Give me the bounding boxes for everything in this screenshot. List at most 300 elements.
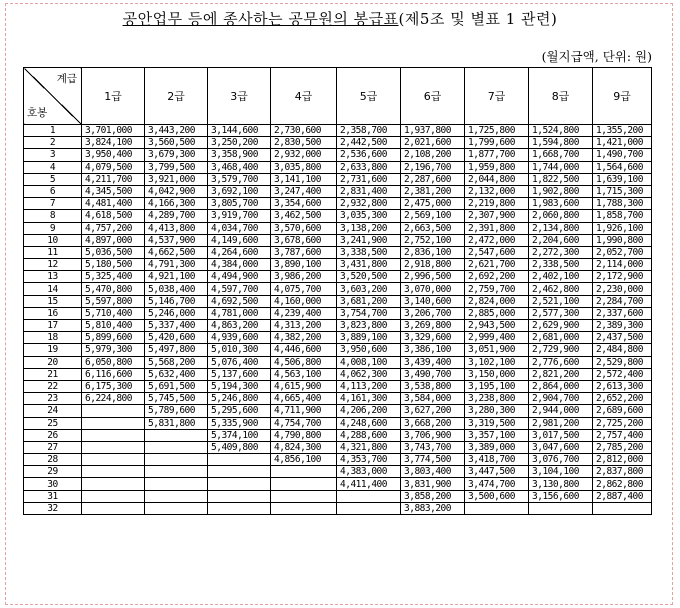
salary-cell: 2,114,000: [593, 259, 652, 271]
salary-cell: 4,563,100: [271, 368, 337, 380]
salary-cell: [82, 429, 145, 441]
salary-cell: 2,725,200: [593, 417, 652, 429]
salary-cell: 2,621,700: [465, 259, 529, 271]
salary-cell: 3,338,500: [337, 246, 401, 258]
step-cell: 4: [24, 161, 82, 173]
salary-cell: 2,196,700: [401, 161, 465, 173]
salary-cell: 3,701,000: [82, 125, 145, 137]
salary-cell: 2,831,400: [337, 185, 401, 197]
grade-header: 1급: [82, 68, 145, 125]
salary-cell: 3,803,400: [401, 466, 465, 478]
salary-cell: 5,568,200: [145, 356, 208, 368]
salary-cell: 3,206,700: [401, 307, 465, 319]
grade-header: 4급: [271, 68, 337, 125]
step-cell: 9: [24, 222, 82, 234]
salary-cell: 2,134,800: [529, 222, 593, 234]
table-row: [24, 368, 652, 380]
salary-cell: [145, 502, 208, 514]
salary-cell: 4,824,300: [271, 441, 337, 453]
salary-cell: 5,409,800: [208, 441, 271, 453]
salary-cell: 2,442,500: [337, 137, 401, 149]
salary-cell: 5,137,600: [208, 368, 271, 380]
salary-cell: [145, 478, 208, 490]
step-cell: 19: [24, 344, 82, 356]
salary-cell: 5,038,400: [145, 283, 208, 295]
salary-cell: 2,044,800: [465, 173, 529, 185]
salary-cell: 2,437,500: [593, 332, 652, 344]
salary-cell: 2,284,700: [593, 295, 652, 307]
table-row: [24, 320, 652, 332]
salary-cell: [145, 466, 208, 478]
salary-cell: 3,418,700: [465, 454, 529, 466]
table-row: [24, 344, 652, 356]
salary-cell: 4,206,200: [337, 405, 401, 417]
table-row: [24, 283, 652, 295]
salary-cell: 3,462,500: [271, 210, 337, 222]
salary-cell: 4,618,500: [82, 210, 145, 222]
step-cell: 12: [24, 259, 82, 271]
salary-cell: 3,692,100: [208, 185, 271, 197]
salary-cell: 2,613,300: [593, 380, 652, 392]
salary-cell: 5,335,900: [208, 417, 271, 429]
table-row: [24, 259, 652, 271]
salary-cell: 4,537,900: [145, 234, 208, 246]
salary-cell: 2,060,800: [529, 210, 593, 222]
table-row: [24, 137, 652, 149]
salary-cell: 1,858,700: [593, 210, 652, 222]
salary-cell: 3,439,400: [401, 356, 465, 368]
salary-cell: 3,986,200: [271, 271, 337, 283]
salary-cell: 3,681,200: [337, 295, 401, 307]
salary-cell: 3,679,300: [145, 149, 208, 161]
salary-cell: 3,104,100: [529, 466, 593, 478]
salary-cell: 4,008,100: [337, 356, 401, 368]
table-header: [24, 68, 652, 125]
salary-cell: 1,639,100: [593, 173, 652, 185]
salary-cell: 3,070,000: [401, 283, 465, 295]
salary-cell: 3,858,200: [401, 490, 465, 502]
salary-cell: 3,474,700: [465, 478, 529, 490]
salary-cell: 2,943,500: [465, 320, 529, 332]
salary-cell: 4,239,400: [271, 307, 337, 319]
salary-cell: 4,662,500: [145, 246, 208, 258]
salary-cell: 3,354,600: [271, 198, 337, 210]
step-cell: 13: [24, 271, 82, 283]
salary-cell: 2,391,800: [465, 222, 529, 234]
table-row: [24, 271, 652, 283]
salary-cell: 3,035,800: [271, 161, 337, 173]
salary-cell: 4,149,600: [208, 234, 271, 246]
step-cell: 25: [24, 417, 82, 429]
salary-cell: 1,877,700: [465, 149, 529, 161]
salary-cell: 1,799,600: [465, 137, 529, 149]
salary-cell: 3,280,300: [465, 405, 529, 417]
table-row: [24, 185, 652, 197]
salary-cell: 4,754,700: [271, 417, 337, 429]
step-cell: 17: [24, 320, 82, 332]
salary-cell: 3,431,800: [337, 259, 401, 271]
salary-cell: 4,446,600: [271, 344, 337, 356]
step-cell: 11: [24, 246, 82, 258]
salary-cell: 4,863,200: [208, 320, 271, 332]
salary-cell: [465, 502, 529, 514]
salary-cell: 4,313,200: [271, 320, 337, 332]
step-cell: 7: [24, 198, 82, 210]
salary-cell: 2,272,300: [529, 246, 593, 258]
salary-cell: 3,035,300: [337, 210, 401, 222]
salary-cell: [82, 502, 145, 514]
table-row: [24, 417, 652, 429]
salary-cell: 3,919,700: [208, 210, 271, 222]
salary-cell: 2,887,400: [593, 490, 652, 502]
step-cell: 29: [24, 466, 82, 478]
salary-cell: 2,864,000: [529, 380, 593, 392]
salary-cell: 3,678,600: [271, 234, 337, 246]
salary-cell: 3,603,200: [337, 283, 401, 295]
salary-cell: 2,885,000: [465, 307, 529, 319]
salary-cell: 3,579,700: [208, 173, 271, 185]
salary-cell: [82, 466, 145, 478]
step-cell: 10: [24, 234, 82, 246]
salary-cell: [82, 490, 145, 502]
salary-cell: 2,981,200: [529, 417, 593, 429]
step-cell: 31: [24, 490, 82, 502]
salary-cell: 4,161,300: [337, 393, 401, 405]
salary-cell: 2,521,100: [529, 295, 593, 307]
salary-cell: 3,883,200: [401, 502, 465, 514]
salary-cell: 3,520,500: [337, 271, 401, 283]
salary-cell: [82, 478, 145, 490]
table-row: [24, 393, 652, 405]
salary-cell: 2,529,800: [593, 356, 652, 368]
salary-cell: 3,138,200: [337, 222, 401, 234]
salary-cell: 2,633,800: [337, 161, 401, 173]
table-row: [24, 149, 652, 161]
step-cell: 28: [24, 454, 82, 466]
salary-cell: [271, 466, 337, 478]
salary-cell: 4,034,700: [208, 222, 271, 234]
salary-cell: 3,950,400: [82, 149, 145, 161]
salary-cell: 5,632,400: [145, 368, 208, 380]
salary-cell: 5,691,500: [145, 380, 208, 392]
table-body: [24, 125, 652, 515]
salary-cell: 3,358,900: [208, 149, 271, 161]
salary-cell: 4,289,700: [145, 210, 208, 222]
salary-cell: 2,999,400: [465, 332, 529, 344]
step-cell: 1: [24, 125, 82, 137]
salary-cell: 3,560,500: [145, 137, 208, 149]
salary-cell: 3,130,800: [529, 478, 593, 490]
salary-cell: 4,711,900: [271, 405, 337, 417]
salary-cell: 2,358,700: [337, 125, 401, 137]
grade-header: 3급: [208, 68, 271, 125]
salary-cell: 4,791,300: [145, 259, 208, 271]
salary-cell: [208, 490, 271, 502]
salary-cell: 3,921,000: [145, 173, 208, 185]
table-row: [24, 295, 652, 307]
salary-cell: 2,572,400: [593, 368, 652, 380]
step-cell: 18: [24, 332, 82, 344]
salary-cell: 3,150,000: [465, 368, 529, 380]
salary-cell: 2,132,000: [465, 185, 529, 197]
salary-cell: 5,146,700: [145, 295, 208, 307]
salary-cell: 3,500,600: [465, 490, 529, 502]
salary-cell: [337, 490, 401, 502]
table-row: [24, 222, 652, 234]
salary-cell: 2,776,600: [529, 356, 593, 368]
salary-cell: [208, 454, 271, 466]
salary-cell: 3,787,600: [271, 246, 337, 258]
salary-cell: 4,384,000: [208, 259, 271, 271]
salary-cell: 3,144,600: [208, 125, 271, 137]
table-row: [24, 234, 652, 246]
salary-cell: 5,325,400: [82, 271, 145, 283]
salary-cell: [593, 502, 652, 514]
salary-cell: 2,204,600: [529, 234, 593, 246]
salary-cell: 1,902,800: [529, 185, 593, 197]
salary-cell: 3,570,600: [271, 222, 337, 234]
salary-cell: [145, 490, 208, 502]
salary-cell: 5,899,600: [82, 332, 145, 344]
grade-header: 7급: [465, 68, 529, 125]
salary-cell: 5,246,000: [145, 307, 208, 319]
salary-cell: 3,389,000: [465, 441, 529, 453]
step-cell: 32: [24, 502, 82, 514]
salary-cell: 4,757,200: [82, 222, 145, 234]
salary-cell: 5,789,600: [145, 405, 208, 417]
salary-cell: 5,420,600: [145, 332, 208, 344]
salary-cell: 3,386,100: [401, 344, 465, 356]
step-cell: 3: [24, 149, 82, 161]
salary-cell: 5,597,800: [82, 295, 145, 307]
salary-cell: [145, 454, 208, 466]
salary-cell: 1,926,100: [593, 222, 652, 234]
salary-cell: 4,383,000: [337, 466, 401, 478]
title-main: 공안업무 등에 종사하는 공무원의 봉급표: [122, 10, 399, 28]
salary-cell: 4,413,800: [145, 222, 208, 234]
corner-step-label: 호봉: [27, 107, 48, 119]
salary-cell: [82, 454, 145, 466]
salary-cell: 2,836,100: [401, 246, 465, 258]
salary-cell: 4,353,700: [337, 454, 401, 466]
table-row: [24, 429, 652, 441]
salary-cell: 4,921,100: [145, 271, 208, 283]
salary-cell: [271, 502, 337, 514]
salary-cell: 4,264,600: [208, 246, 271, 258]
salary-cell: 5,337,400: [145, 320, 208, 332]
salary-cell: 3,269,800: [401, 320, 465, 332]
step-cell: 26: [24, 429, 82, 441]
table-row: [24, 173, 652, 185]
salary-cell: 1,788,300: [593, 198, 652, 210]
salary-cell: 4,345,500: [82, 185, 145, 197]
salary-cell: 2,752,100: [401, 234, 465, 246]
salary-cell: 3,319,500: [465, 417, 529, 429]
salary-cell: 3,799,500: [145, 161, 208, 173]
salary-cell: 4,079,500: [82, 161, 145, 173]
table-row: [24, 405, 652, 417]
salary-cell: 1,564,600: [593, 161, 652, 173]
salary-cell: 2,547,600: [465, 246, 529, 258]
salary-cell: 1,983,600: [529, 198, 593, 210]
salary-cell: 2,108,200: [401, 149, 465, 161]
salary-cell: 4,790,800: [271, 429, 337, 441]
step-cell: 21: [24, 368, 82, 380]
salary-cell: 2,944,000: [529, 405, 593, 417]
step-cell: 14: [24, 283, 82, 295]
salary-cell: 5,180,500: [82, 259, 145, 271]
salary-cell: 4,494,900: [208, 271, 271, 283]
salary-cell: 2,821,200: [529, 368, 593, 380]
step-cell: 30: [24, 478, 82, 490]
salary-cell: 1,725,800: [465, 125, 529, 137]
salary-cell: 3,241,900: [337, 234, 401, 246]
salary-cell: 4,166,300: [145, 198, 208, 210]
salary-cell: 4,897,000: [82, 234, 145, 246]
salary-cell: 3,627,200: [401, 405, 465, 417]
salary-cell: 3,140,600: [401, 295, 465, 307]
salary-cell: 3,754,700: [337, 307, 401, 319]
salary-cell: 4,160,000: [271, 295, 337, 307]
salary-cell: 2,932,000: [271, 149, 337, 161]
salary-cell: 6,175,300: [82, 380, 145, 392]
title-suffix: (제5조 및 별표 1 관련): [398, 10, 558, 28]
salary-cell: 2,484,800: [593, 344, 652, 356]
salary-cell: 5,010,300: [208, 344, 271, 356]
salary-cell: 4,248,600: [337, 417, 401, 429]
table-row: [24, 198, 652, 210]
salary-cell: 3,447,500: [465, 466, 529, 478]
salary-cell: 3,195,100: [465, 380, 529, 392]
salary-cell: 2,932,800: [337, 198, 401, 210]
salary-cell: 3,824,100: [82, 137, 145, 149]
salary-cell: 5,246,800: [208, 393, 271, 405]
salary-cell: 4,481,400: [82, 198, 145, 210]
salary-cell: 6,050,800: [82, 356, 145, 368]
salary-cell: 2,338,500: [529, 259, 593, 271]
table-row: [24, 332, 652, 344]
corner-cell: [24, 68, 82, 125]
salary-cell: 2,812,000: [593, 454, 652, 466]
grade-header: 9급: [593, 68, 652, 125]
table-row: [24, 356, 652, 368]
salary-cell: 5,036,500: [82, 246, 145, 258]
salary-cell: [271, 490, 337, 502]
table-row: [24, 210, 652, 222]
salary-cell: 2,569,100: [401, 210, 465, 222]
salary-cell: 3,047,600: [529, 441, 593, 453]
salary-cell: 3,076,700: [529, 454, 593, 466]
salary-cell: 5,194,300: [208, 380, 271, 392]
step-cell: 5: [24, 173, 82, 185]
salary-cell: 5,374,100: [208, 429, 271, 441]
salary-cell: 3,823,800: [337, 320, 401, 332]
salary-cell: 2,219,800: [465, 198, 529, 210]
table-row: [24, 478, 652, 490]
salary-cell: [271, 478, 337, 490]
table-row: [24, 307, 652, 319]
salary-cell: 4,113,200: [337, 380, 401, 392]
salary-cell: 2,389,300: [593, 320, 652, 332]
step-cell: 8: [24, 210, 82, 222]
salary-cell: 3,141,100: [271, 173, 337, 185]
salary-cell: 2,996,500: [401, 271, 465, 283]
salary-cell: 4,781,000: [208, 307, 271, 319]
salary-cell: 1,421,000: [593, 137, 652, 149]
salary-cell: 3,329,600: [401, 332, 465, 344]
salary-cell: 2,730,600: [271, 125, 337, 137]
salary-cell: 4,062,300: [337, 368, 401, 380]
table-row: [24, 502, 652, 514]
salary-cell: 2,692,200: [465, 271, 529, 283]
salary-cell: 4,692,500: [208, 295, 271, 307]
salary-cell: 3,706,900: [401, 429, 465, 441]
salary-cell: 4,597,700: [208, 283, 271, 295]
salary-cell: [208, 478, 271, 490]
salary-cell: 3,468,400: [208, 161, 271, 173]
salary-cell: 5,076,400: [208, 356, 271, 368]
salary-cell: [82, 417, 145, 429]
salary-cell: 2,052,700: [593, 246, 652, 258]
salary-cell: 2,536,600: [337, 149, 401, 161]
salary-table: [23, 67, 652, 515]
grade-header: 5급: [337, 68, 401, 125]
salary-cell: 2,021,600: [401, 137, 465, 149]
salary-cell: [145, 441, 208, 453]
corner-grade-label: 계급: [56, 73, 77, 85]
salary-cell: 2,785,200: [593, 441, 652, 453]
salary-cell: 2,862,800: [593, 478, 652, 490]
salary-cell: 3,668,200: [401, 417, 465, 429]
salary-cell: 3,774,500: [401, 454, 465, 466]
salary-cell: 2,629,900: [529, 320, 593, 332]
salary-cell: 4,211,700: [82, 173, 145, 185]
salary-cell: [208, 502, 271, 514]
salary-cell: [82, 405, 145, 417]
salary-cell: 2,681,000: [529, 332, 593, 344]
salary-cell: 3,538,800: [401, 380, 465, 392]
salary-cell: 3,051,900: [465, 344, 529, 356]
salary-cell: 2,904,700: [529, 393, 593, 405]
salary-cell: 1,668,700: [529, 149, 593, 161]
salary-cell: 2,287,600: [401, 173, 465, 185]
salary-cell: 2,381,200: [401, 185, 465, 197]
salary-cell: 1,937,800: [401, 125, 465, 137]
salary-cell: [82, 441, 145, 453]
salary-cell: 3,889,100: [337, 332, 401, 344]
salary-cell: 3,743,700: [401, 441, 465, 453]
salary-cell: 2,577,300: [529, 307, 593, 319]
salary-cell: 1,822,500: [529, 173, 593, 185]
salary-cell: 4,042,900: [145, 185, 208, 197]
document-title: [0, 8, 680, 29]
salary-cell: [529, 502, 593, 514]
salary-cell: 2,472,000: [465, 234, 529, 246]
salary-cell: 1,744,000: [529, 161, 593, 173]
salary-cell: 1,490,700: [593, 149, 652, 161]
salary-cell: 3,247,400: [271, 185, 337, 197]
salary-cell: 5,979,300: [82, 344, 145, 356]
salary-cell: 2,824,000: [465, 295, 529, 307]
table-row: [24, 490, 652, 502]
salary-cell: 5,295,600: [208, 405, 271, 417]
salary-cell: 3,102,100: [465, 356, 529, 368]
salary-cell: 3,250,200: [208, 137, 271, 149]
salary-cell: 1,990,800: [593, 234, 652, 246]
salary-cell: 3,017,500: [529, 429, 593, 441]
table-row: [24, 125, 652, 137]
table-row: [24, 441, 652, 453]
